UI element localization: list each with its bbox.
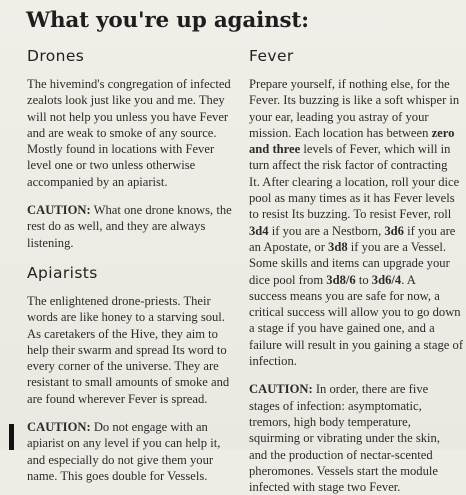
drones-description [27, 76, 237, 190]
text-line: apiarist on any level if you can help it, [27, 436, 221, 451]
text-line: to [355, 272, 372, 287]
text-line: your ear, leading you astray of your [249, 109, 429, 124]
apiarists-title: Apiarists [27, 263, 98, 282]
apiarists-description [27, 293, 237, 407]
text-line: infected with stage two Fever. [249, 480, 401, 495]
text-line: level one or two unless otherwise [27, 158, 196, 173]
caution-label: CAUTION: [249, 382, 313, 397]
text-line: The enlightened drone-priests. Their [27, 293, 211, 308]
bold-term: 3d8/6 [326, 272, 356, 287]
caution-label: CAUTION: [27, 420, 91, 435]
text-line: help their swarm and spread Its word to [27, 342, 227, 357]
text-line: name. This goes double for Vessels. [27, 468, 208, 483]
drones-title: Drones [27, 47, 85, 65]
text-line: words are like honey to a starving soul. [27, 310, 225, 325]
fever-description [249, 76, 464, 369]
bold-term: 3d6 [384, 223, 404, 238]
left-column [27, 44, 237, 484]
text-line: an Apostate, or [249, 239, 329, 254]
apiarists-caution [27, 419, 237, 484]
drones-caution [27, 202, 237, 251]
text-line: pheromones. Vessels start the module [249, 463, 438, 478]
text-line: As caretakers of the Hive, they aim to [27, 326, 218, 341]
text-line: if you are a Nestborn, [268, 223, 385, 238]
text-line: are found wherever Fever is spread. [27, 391, 208, 406]
text-line: mission. Each location has between [249, 125, 432, 140]
text-line: failure will result in you gaining a stage of [249, 337, 464, 352]
text-line: pool as many times as it has Fever levels [249, 191, 455, 206]
fever-title: Fever [249, 47, 294, 65]
text-line: What one drone knows, the [90, 203, 232, 218]
right-column [249, 44, 464, 495]
text-line: levels of Fever, which will in [300, 142, 451, 157]
text-line: if you are [403, 223, 456, 238]
text-line: The hivemind's congregation of infected [27, 77, 231, 91]
text-line: zealots look just like you and me. They [27, 93, 225, 108]
text-line: It. After clearing a location, roll your dice [249, 174, 460, 189]
text-line: dice pool from [249, 272, 327, 287]
text-line: squirming or vibrating under the skin, [249, 431, 440, 446]
text-line: Fever. Its buzzing is like a soft whisper in [249, 93, 460, 108]
text-line: if you are a Vessel. [347, 239, 447, 254]
text-line: rest do as well, and they are always [27, 219, 206, 234]
text-line: In order, there are five [312, 382, 429, 397]
bold-term: zero [431, 125, 455, 140]
text-line: Do not engage with an [90, 420, 208, 435]
text-line: Prepare yourself, if nothing else, for the [249, 77, 450, 91]
text-line: Mostly found in locations with Fever [27, 142, 215, 157]
text-line: every corner of the universe. They are [27, 359, 219, 374]
text-line: turn affect the risk factor of contracting [249, 158, 448, 173]
text-line: . A [401, 272, 416, 287]
text-line: and especially do not give them your [27, 452, 214, 467]
text-line: to resist Its buzzing. To resist Fever, roll [249, 207, 452, 222]
text-line: infection. [249, 354, 297, 369]
page-edge-mark [9, 424, 14, 450]
text-line: a stage if you have gained one, and a [249, 321, 435, 336]
text-line: accompanied by an apiarist. [27, 174, 168, 189]
text-line: success means you are safe for now, a [249, 288, 440, 303]
page-heading: What you're up against: [26, 8, 309, 33]
bold-term: 3d4 [249, 223, 269, 238]
text-line: will not help you unless you have Fever [27, 109, 229, 124]
text-line: tremors, high body temperature, [249, 414, 411, 429]
text-line: and the production of nectar-scented [249, 447, 433, 462]
text-line: stages of infection: asymptomatic, [249, 398, 422, 413]
text-line: listening. [27, 235, 74, 250]
text-line: Some skills and items can upgrade your [249, 256, 450, 271]
text-line: critical success will allow you to go down [249, 305, 461, 320]
caution-label: CAUTION: [27, 203, 91, 218]
text-line: resistant to small amounts of smoke and [27, 375, 230, 390]
text-line: and are weak to smoke of any source. [27, 125, 217, 140]
bold-term: 3d8 [328, 239, 348, 254]
fever-caution [249, 381, 461, 495]
bold-term: and three [249, 142, 301, 157]
bold-term: 3d6/4 [371, 272, 402, 287]
